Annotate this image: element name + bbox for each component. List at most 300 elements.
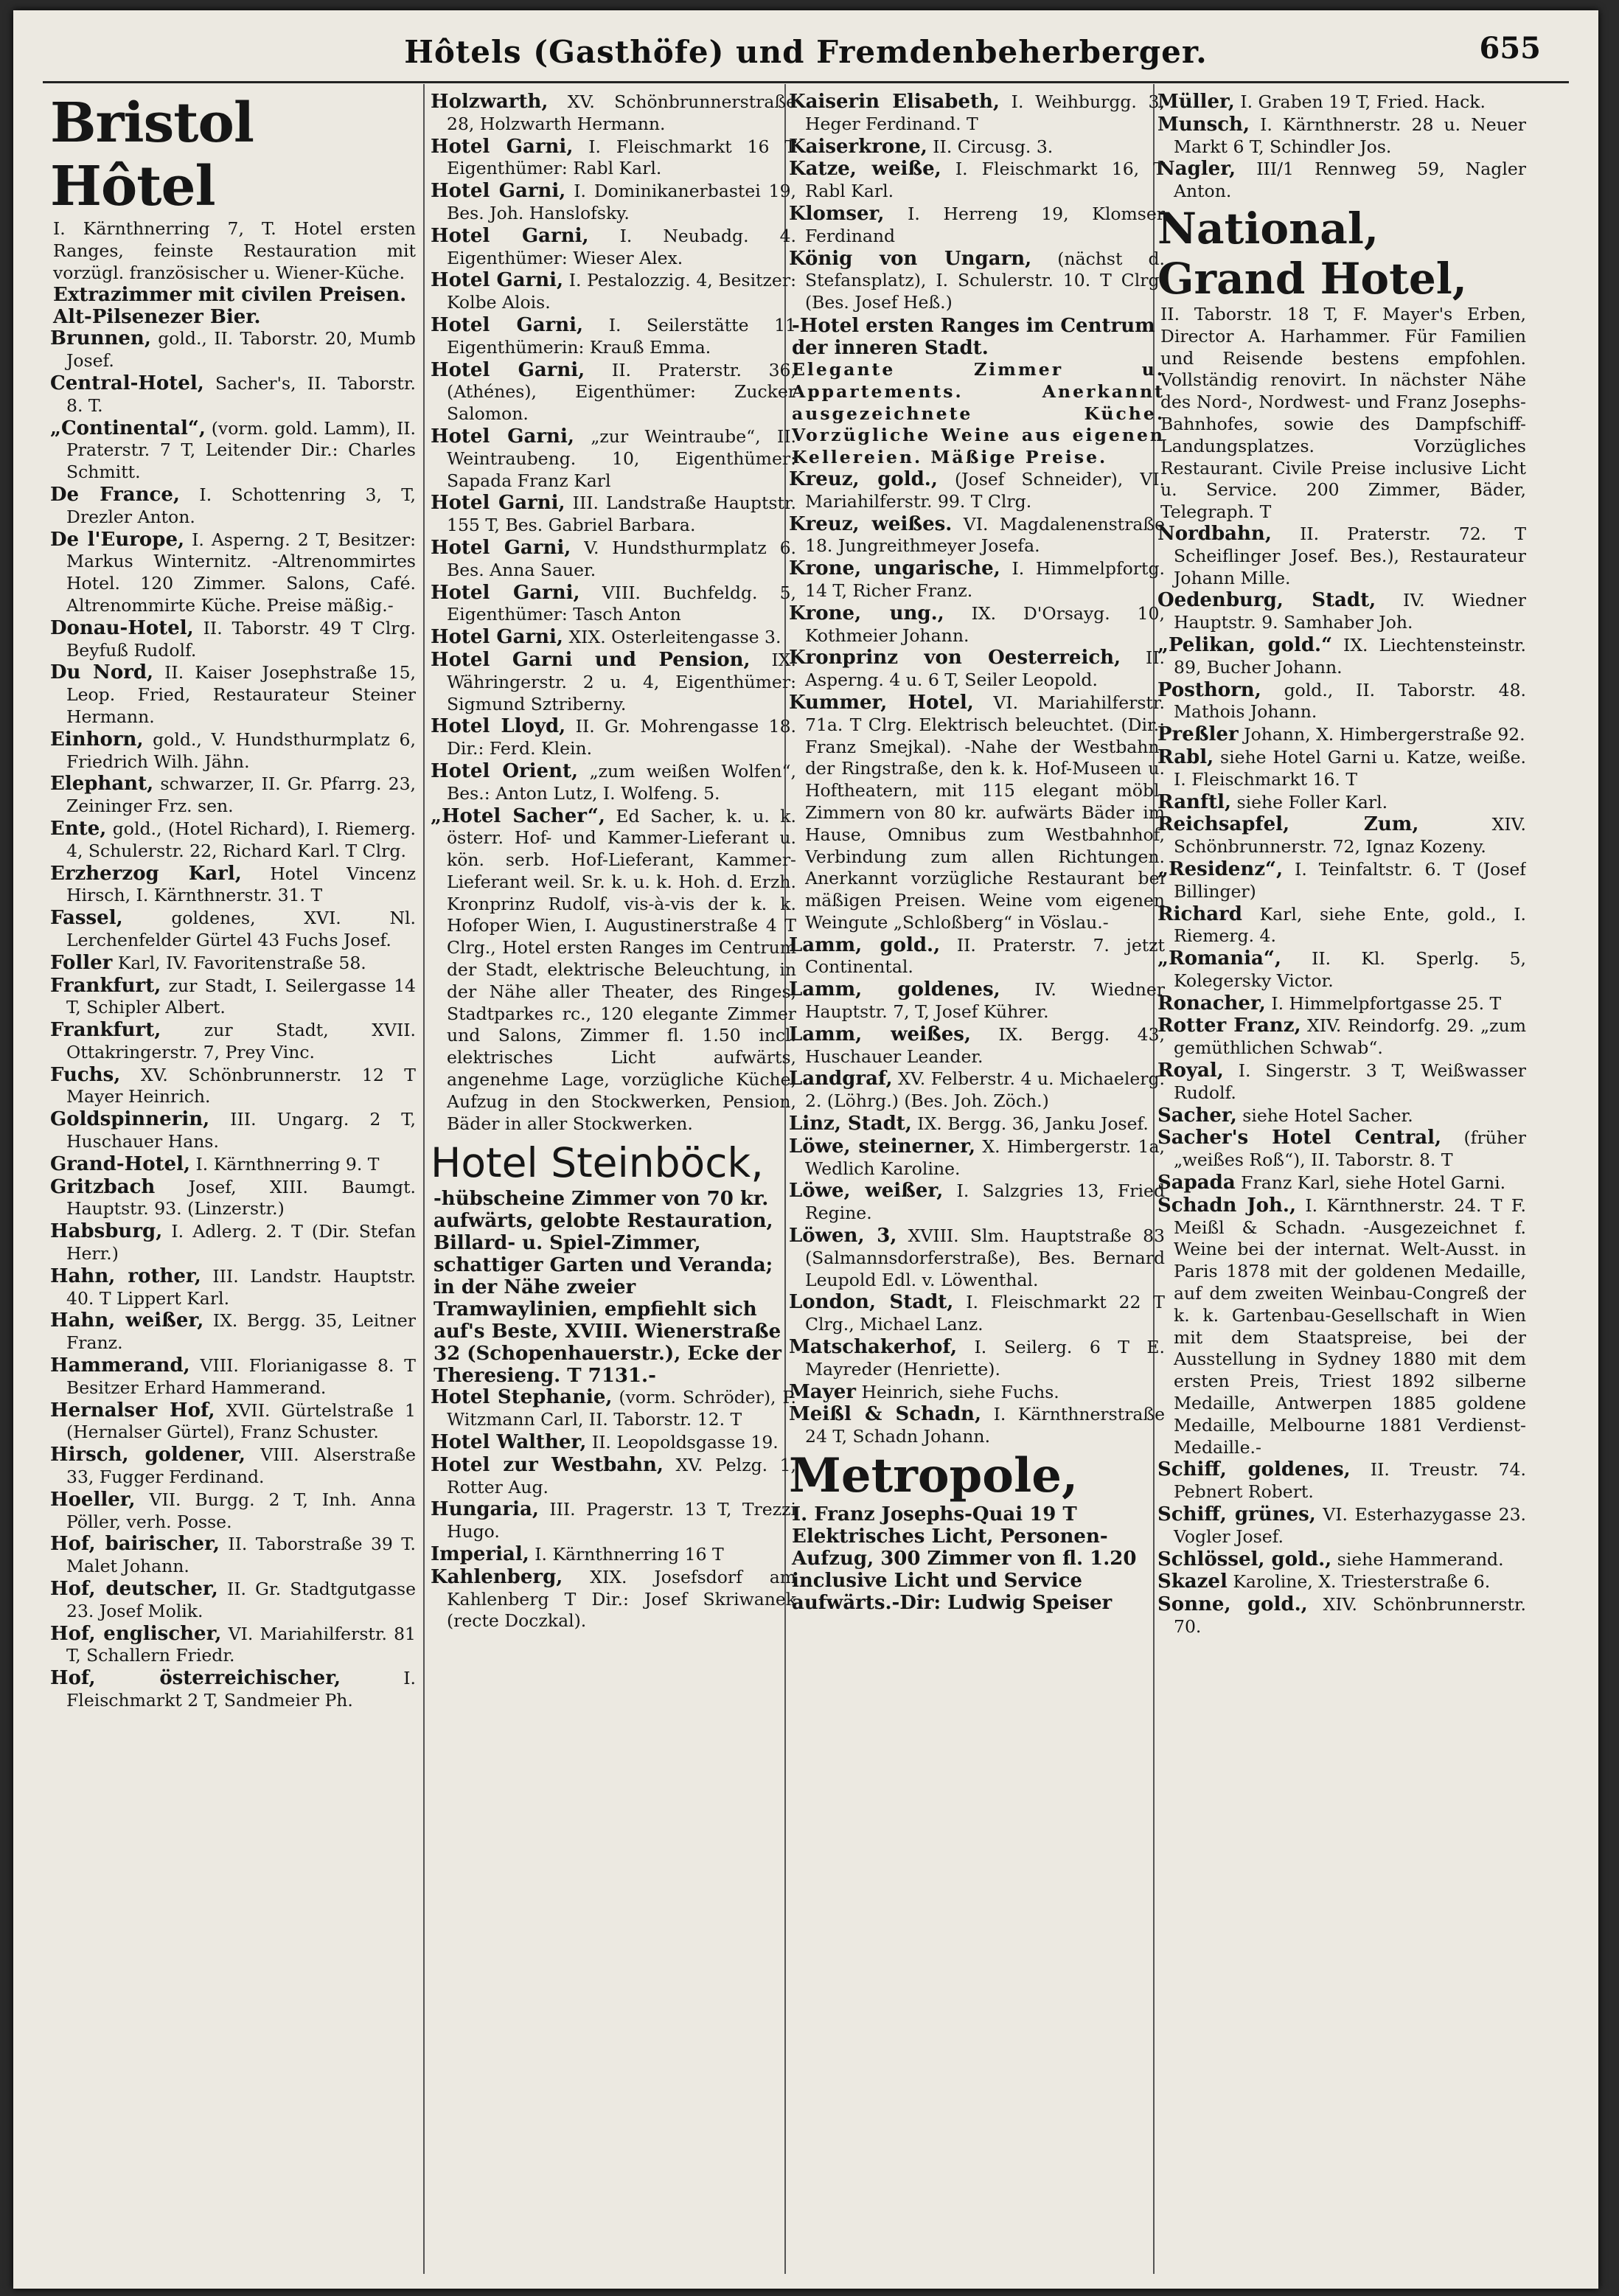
entry-text: I. Kärnthnerstraße 24 T, Schadn Johann.	[805, 1404, 1165, 1447]
directory-entry	[1157, 1105, 1526, 1127]
page-title: Hôtels (Gasthöfe) und Fremdenbeherberger.	[404, 34, 1208, 70]
directory-entry	[789, 514, 1165, 558]
entry-name: Rotter Franz,	[1157, 1015, 1301, 1037]
directory-entry	[1157, 948, 1526, 992]
entry-name: Hotel zur Westbahn,	[431, 1453, 664, 1476]
entry-name: Kaiserin Elisabeth,	[789, 91, 1000, 113]
directory-entry	[50, 1355, 416, 1399]
entry-text: IX. Liechtensteinstr. 89, Bucher Johann.	[1174, 634, 1526, 678]
directory-entry	[789, 692, 1165, 934]
directory-entry	[431, 136, 796, 181]
entry-text: I. Weihburgg. 3, Heger Ferdinand. T	[805, 91, 1165, 134]
entry-name: Ente,	[50, 817, 107, 840]
entry-text: XV. Pelzg. 1, Rotter Aug.	[447, 1454, 796, 1497]
directory-entry	[1157, 590, 1526, 634]
entry-text: I. Kärnthnerring 16 T	[535, 1544, 724, 1565]
entry-text: siehe Hammerand.	[1337, 1548, 1504, 1570]
directory-entry	[789, 1180, 1165, 1225]
directory-entry	[1157, 1594, 1526, 1638]
header-rule	[43, 81, 1569, 83]
directory-entry	[1157, 747, 1526, 791]
entry-text: II. Gr. Mohrengasse 18. Dir.: Ferd. Klein.	[447, 716, 796, 759]
entry-name: Löwen, 3,	[789, 1225, 897, 1248]
entry-text: VI. Esterhazygasse 23. Vogler Josef.	[1174, 1504, 1526, 1547]
entry-name: Hotel Walther,	[431, 1431, 587, 1454]
entry-name: Linz, Stadt,	[789, 1113, 912, 1135]
entry-text: III. Ungarg. 2 T, Huschauer Hans.	[66, 1109, 416, 1152]
entry-name: Ronacher,	[1157, 992, 1266, 1015]
bristol-hotel-text: I. Kärnthnerring 7, T. Hotel ersten Ranges, feinste Restauration mit vorzügl. französischer u. Wiener-Küche.	[53, 218, 416, 283]
directory-entry	[1157, 1504, 1526, 1548]
entry-name: Hotel Garni,	[431, 269, 564, 292]
directory-entry	[50, 1444, 416, 1489]
entry-text: I. Kärnthnerstr. 24. T F. Meißl & Schadn. -Ausgezeichnet f. Weine bei der internat. Welt-Ausst. in Paris 1878 mit der goldenen Medaille, auf dem zweiten Weinbau-Congreß der k. k. Gartenbau-Gesellschaft in Wien mit dem Staatspreise, bei der Ausstellung in Sydney 1880 mit dem ersten Preis, Triest 1892 silberne Medaille, Antwerpen 1885 goldene Medaille, Melbourne 1881 Verdienst-Medaille.-	[1174, 1194, 1526, 1458]
directory-entry	[431, 315, 796, 359]
directory-entry	[1157, 1459, 1526, 1503]
directory-entry	[431, 761, 796, 805]
directory-entry	[50, 863, 416, 908]
directory-entry	[789, 136, 1165, 159]
directory-entry	[789, 159, 1165, 203]
entry-name: Reichsapfel, Zum,	[1157, 813, 1419, 836]
directory-entry	[431, 181, 796, 225]
entry-text: „zur Weintraube“, II. Weintraubeng. 10, Eigenthümer: Sapada Franz Karl	[447, 425, 796, 491]
entry-name: Frankfurt,	[50, 974, 161, 997]
entry-text: VI. Mariahilferstr. 71a. T Clrg. Elektrisch beleuchtet. (Dir.: Franz Smejkal). -Nahe der Westbahn, der Ringstraße, den k. k. Hof-Museen u. Hoftheatern, mit 115 elegant möbl. Zimmern von 80 kr. aufwärts Bäder im Hause, Omnibus zum Westbahnhof, Verbindung zum allen Richtungen. Anerkannt vorzügliche Restaurant bei mäßigen Preisen. Weine vom eigenen Weingute „Schloßberg“ in Vöslau.-	[805, 692, 1165, 933]
entry-name: Krone, ungarische,	[789, 557, 1000, 580]
entry-text: VIII. Florianigasse 8. T Besitzer Erhard Hammerand.	[66, 1355, 416, 1398]
directory-entry	[1157, 904, 1526, 948]
entry-text: (früher „weißes Roß“), II. Taborstr. 8. T	[1174, 1127, 1526, 1171]
entry-name: „Continental“,	[50, 417, 206, 439]
entry-text: gold., II. Taborstr. 48. Mathois Johann.	[1174, 679, 1526, 723]
entry-name: Imperial,	[431, 1543, 529, 1566]
directory-entry	[50, 908, 416, 952]
entry-text: I. Adlerg. 2. T (Dir. Stefan Herr.)	[66, 1221, 416, 1264]
entry-name: „Pelikan, gold.“	[1157, 633, 1333, 656]
entry-name: Foller	[50, 951, 113, 974]
directory-entry	[1157, 1549, 1526, 1571]
entry-name: De France,	[50, 483, 180, 506]
entry-name: Hahn, weißer,	[50, 1309, 204, 1332]
directory-entry	[50, 1624, 416, 1668]
directory-entry	[1157, 1571, 1526, 1593]
directory-entry	[50, 1579, 416, 1623]
entry-name: Skazel	[1157, 1570, 1228, 1593]
entry-text: I. Dominikanerbastei 19, Bes. Joh. Hanslofsky.	[447, 181, 796, 223]
entry-name: Hotel Stephanie,	[431, 1386, 613, 1409]
directory-entry	[431, 91, 796, 136]
entry-text: VIII. Buchfeldg. 5, Eigenthümer: Tasch Anton	[447, 582, 796, 625]
entry-name: Hotel Garni,	[431, 224, 589, 247]
directory-entry	[50, 975, 416, 1020]
entry-name: Gritzbach	[50, 1175, 156, 1198]
directory-entry	[50, 1310, 416, 1354]
entry-text: zur Stadt, I. Seilergasse 14 T, Schipler Albert.	[66, 975, 416, 1018]
entry-text: siehe Hotel Garni u. Katze, weiße. I. Fleischmarkt 16. T	[1174, 746, 1526, 790]
directory-entry	[1157, 680, 1526, 724]
directory-entry	[50, 529, 416, 617]
directory-entry	[431, 1544, 796, 1566]
entry-name: Meißl & Schadn,	[789, 1403, 982, 1426]
entry-text: siehe Foller Karl.	[1236, 791, 1388, 813]
directory-entry	[1157, 1060, 1526, 1104]
directory-entry	[431, 360, 796, 425]
directory-entry	[789, 558, 1165, 602]
directory-entry	[50, 1177, 416, 1221]
directory-entry	[1157, 523, 1526, 589]
entry-text: I. Pestalozzig. 4, Besitzer: Kolbe Alois.	[447, 270, 796, 313]
entry-name: Sapada	[1157, 1172, 1236, 1194]
entry-text: I. Fleischmarkt 16 T Eigenthümer: Rabl Karl.	[447, 136, 796, 179]
entry-text: Karl, siehe Ente, gold., I. Riemerg. 4.	[1174, 903, 1526, 947]
entry-name: Goldspinnerin,	[50, 1108, 210, 1131]
entry-name: Munsch,	[1157, 113, 1250, 136]
entry-text: IX. Bergg. 36, Janku Josef.	[917, 1113, 1149, 1135]
entry-name: Hahn, rother,	[50, 1264, 201, 1287]
directory-entry	[50, 729, 416, 773]
directory-entry	[50, 1489, 416, 1534]
entry-name: Richard	[1157, 902, 1242, 925]
directory-entry	[1157, 1172, 1526, 1194]
entry-text: II. Circusg. 3.	[933, 136, 1054, 157]
directory-entry	[50, 773, 416, 818]
entry-name: Schadn Joh.,	[1157, 1194, 1296, 1217]
entry-name: Hernalser Hof,	[50, 1399, 215, 1422]
entry-text: IV. Wiedner Hauptstr. 9. Samhaber Joh.	[1174, 590, 1526, 633]
entry-name: Hof, bairischer,	[50, 1533, 220, 1556]
entry-text: Johann, X. Himbergerstraße 92.	[1244, 724, 1525, 745]
directory-entry	[1157, 1195, 1526, 1459]
entry-text: Sacher's, II. Taborstr. 8. T.	[66, 372, 416, 416]
directory-entry	[50, 618, 416, 662]
directory-entry	[789, 469, 1165, 513]
entry-name: Hotel Garni,	[431, 581, 580, 604]
entry-name: Hotel Garni und Pension,	[431, 648, 751, 671]
entry-name: Kreuz, weißes.	[789, 512, 953, 535]
entry-text: II. Praterstr. 36, (Athénes), Eigenthümer: Zucker Salomon.	[447, 359, 796, 425]
entry-name: Oedenburg, Stadt,	[1157, 589, 1376, 612]
entry-name: Kaiserkrone,	[789, 135, 927, 158]
entry-text: I. Himmelpfortg. 14 T, Richer Franz.	[805, 558, 1165, 601]
entry-name: Fuchs,	[50, 1063, 121, 1086]
entry-name: Matschakerhof,	[789, 1336, 958, 1359]
directory-entry	[50, 1668, 416, 1712]
entry-name: Hotel Garni,	[431, 313, 584, 336]
entry-name: Kummer, Hotel,	[789, 691, 974, 714]
directory-entry	[431, 1499, 796, 1543]
entry-name: Sonne, gold.,	[1157, 1593, 1308, 1616]
entry-name: Grand-Hotel,	[50, 1152, 191, 1175]
entry-text: I. Neubadg. 4. Eigenthümer: Wieser Alex.	[447, 225, 796, 268]
directory-entry	[789, 91, 1165, 136]
steinbock-text: -hübscheine Zimmer von 70 kr. aufwärts, gelobte Restauration, Billard- u. Spiel-Zimmer, schattiger Garten und Veranda; in der Nähe zweier Tramwaylinien, empfiehlt sich auf's Beste, XVIII. Wienerstraße 32 (Schopenhauerstr.), Ecke der Theresieng. T 7131.-	[434, 1188, 781, 1388]
entry-text: II. Praterstr. 7. jetzt Continental.	[805, 934, 1165, 978]
entry-name: Löwe, weißer,	[789, 1180, 944, 1203]
bristol-hotel-title: Bristol Hôtel	[50, 91, 254, 218]
entry-name: Hof, österreichischer,	[50, 1667, 341, 1690]
directory-entry	[50, 1109, 416, 1153]
entry-name: Posthorn,	[1157, 678, 1261, 701]
entry-name: Kahlenberg,	[431, 1565, 563, 1588]
metropole-title: Metropole,	[789, 1448, 1079, 1504]
entry-text: Franz Karl, siehe Hotel Garni.	[1241, 1172, 1506, 1194]
entry-text: VIII. Alserstraße 33, Fugger Ferdinand.	[66, 1444, 416, 1488]
entry-name: London, Stadt,	[789, 1291, 954, 1314]
entry-name: Klomser,	[789, 202, 885, 225]
entry-text: III. Pragerstr. 13 T, Trezzi Hugo.	[447, 1499, 796, 1542]
entry-text: „zum weißen Wolfen“, Bes.: Anton Lutz, I. Wolfeng. 5.	[447, 760, 796, 804]
entry-name: Schiff, grünes,	[1157, 1503, 1316, 1526]
directory-entry	[431, 627, 796, 649]
entry-text: I. Fleischmarkt 2 T, Sandmeier Ph.	[66, 1668, 416, 1711]
entry-text: II. Leopoldsgasse 19.	[591, 1432, 779, 1453]
entry-text: II. Treustr. 74. Pebnert Robert.	[1174, 1459, 1526, 1503]
entry-text: XIV. Schönbrunnerstr. 72, Ignaz Kozeny.	[1174, 814, 1526, 857]
directory-entry	[1157, 724, 1526, 746]
directory-entry	[789, 1113, 1165, 1135]
entry-name: „Hotel Sacher“,	[431, 804, 605, 827]
directory-entry	[1157, 859, 1526, 903]
directory-entry	[789, 1292, 1165, 1336]
entry-name: Holzwarth,	[431, 91, 549, 113]
directory-entry	[431, 426, 796, 492]
entry-text: II. Taborstr. 49 T Clrg. Beyfuß Rudolf.	[66, 617, 416, 661]
directory-entry	[50, 818, 416, 863]
entry-text: XIV. Reindorfg. 29. „zum gemüthlichen Schwab“.	[1174, 1015, 1526, 1059]
entry-name: Hotel Garni,	[431, 536, 571, 559]
entry-name: Mayer	[789, 1380, 856, 1403]
entry-name: Fassel,	[50, 907, 123, 930]
directory-entry	[789, 1382, 1165, 1404]
directory-entry	[431, 1432, 796, 1454]
entry-name: Hotel Garni,	[431, 626, 563, 649]
entry-text: gold., (Hotel Richard), I. Riemerg. 4, Schulerstr. 22, Richard Karl. T Clrg.	[66, 818, 416, 861]
directory-entry	[789, 979, 1165, 1023]
directory-entry	[50, 1020, 416, 1064]
entry-text: IX. D'Orsayg. 10, Kothmeier Johann.	[805, 602, 1165, 646]
entry-name: Hotel Garni,	[431, 492, 565, 515]
directory-entry	[431, 493, 796, 537]
directory-entry	[431, 270, 796, 314]
entry-list	[789, 91, 1165, 314]
entry-name: Kronprinz von Oesterreich,	[789, 647, 1121, 669]
directory-entry	[50, 484, 416, 529]
entry-text: II. Kl. Sperlg. 5, Kolegersky Victor.	[1174, 948, 1526, 991]
entry-name: Hoeller,	[50, 1488, 136, 1511]
entry-text: IX. Bergg. 43, Huschauer Leander.	[805, 1023, 1165, 1067]
national-text: II. Taborstr. 18 T, F. Mayer's Erben, Director A. Harhammer. Für Familien und Reisende bestens empfohlen. Vollständig renovirt. In nächster Nähe des Nord-, Nordwest- und Franz Josephs-Bahnhofes, sowie des Dampfschiff-Landungsplatzes. Vorzügliches Restaurant. Civile Preise inclusive Licht u. Service. 200 Zimmer, Bäder, Telegraph. T	[1160, 303, 1526, 523]
directory-entry	[50, 418, 416, 484]
column-divider	[423, 84, 425, 2274]
directory-entry	[50, 1400, 416, 1444]
entry-list	[1157, 523, 1526, 1638]
directory-entry	[50, 953, 416, 975]
entry-name: Hotel Lloyd,	[431, 715, 566, 738]
page-number: 655	[1479, 31, 1541, 66]
entry-text: gold., V. Hundsthurmplatz 6, Friedrich Wilh. Jähn.	[66, 728, 416, 772]
entry-text: siehe Hotel Sacher.	[1242, 1104, 1413, 1126]
entry-text: II. Taborstraße 39 T. Malet Johann.	[66, 1534, 416, 1577]
directory-entry	[431, 716, 796, 760]
entry-name: „Romania“,	[1157, 947, 1281, 970]
directory-entry	[50, 1154, 416, 1176]
entry-text: III/1 Rennweg 59, Nagler Anton.	[1174, 159, 1526, 202]
entry-name: Nagler,	[1157, 158, 1236, 181]
entry-name: Hotel Garni,	[431, 425, 574, 448]
entry-name: Elephant,	[50, 773, 154, 796]
entry-text: VII. Burgg. 2 T, Inh. Anna Pöller, verh. Posse.	[66, 1489, 416, 1532]
entry-name: Du Nord,	[50, 661, 154, 684]
entry-text: I. Asperng. 2 T, Besitzer: Markus Winternitz. -Altrenommirtes Hotel. 120 Zimmer. Salons, Café. Altrenommirte Küche. Preise mäßig.-	[66, 529, 416, 616]
entry-text: I. Seilerstätte 11 Eigenthümerin: Krauß Emma.	[447, 314, 796, 358]
entry-list	[431, 91, 796, 1135]
entry-text: I. Singerstr. 3 T, Weißwasser Rudolf.	[1174, 1060, 1526, 1103]
bristol-hotel-extra: Extrazimmer mit civilen Preisen.	[53, 284, 407, 307]
entry-text: schwarzer, II. Gr. Pfarrg. 23, Zeininger Frz. sen.	[66, 773, 416, 817]
entry-name: Royal,	[1157, 1060, 1224, 1082]
directory-entry	[431, 1567, 796, 1632]
column-4	[1157, 91, 1526, 2274]
koenig-ad-heading: -Hotel ersten Ranges im Centrum der inneren Stadt.	[792, 314, 1155, 359]
entry-text: Karl, IV. Favoritenstraße 58.	[117, 952, 366, 973]
entry-text: I. Graben 19 T, Fried. Hack.	[1240, 91, 1486, 112]
entry-name: Lamm, gold.,	[789, 933, 941, 956]
entry-text: IV. Wiedner Hauptstr. 7, T, Josef Kührer.	[805, 979, 1165, 1023]
entry-text: goldenes, XVI. Nl. Lerchenfelder Gürtel 43 Fuchs Josef.	[66, 908, 416, 950]
directory-entry	[1157, 91, 1526, 114]
entry-name: Nordbahn,	[1157, 522, 1272, 545]
entry-list	[50, 328, 416, 1711]
entry-name: Einhorn,	[50, 728, 144, 751]
entry-name: Habsburg,	[50, 1220, 163, 1243]
entry-list	[1157, 91, 1526, 203]
entry-name: Landgraf,	[789, 1068, 893, 1090]
entry-text: (Josef Schneider), VI. Mariahilferstr. 99. T Clrg.	[805, 468, 1165, 512]
entry-name: Frankfurt,	[50, 1019, 161, 1042]
entry-name: Donau-Hotel,	[50, 616, 194, 639]
directory-entry	[789, 935, 1165, 979]
directory-entry	[50, 1534, 416, 1578]
entry-text: VI. Magdalenenstraße 18. Jungreithmeyer Josefa.	[805, 513, 1165, 557]
metropole-text: I. Franz Josephs-Quai 19 T Elektrisches Licht, Personen-Aufzug, 300 Zimmer von fl. 1.20 inclusive Licht und Service aufwärts.-Dir: Ludwig Speiser	[792, 1503, 1137, 1615]
entry-text: I. Himmelpfortgasse 25. T	[1271, 992, 1502, 1014]
directory-entry	[431, 806, 796, 1135]
entry-name: Hirsch, goldener,	[50, 1444, 246, 1467]
directory-entry	[431, 1387, 796, 1431]
entry-text: V. Hundsthurmplatz 6. Bes. Anna Sauer.	[447, 537, 796, 580]
entry-text: XV. Felberstr. 4 u. Michaelerg. 2. (Löhrg.) (Bes. Joh. Zöch.)	[805, 1068, 1165, 1112]
entry-text: I. Schottenring 3, T, Drezler Anton.	[66, 484, 416, 527]
entry-name: Hotel Garni,	[431, 180, 566, 203]
entry-text: XIX. Josefsdorf am Kahlenberg T Dir.: Josef Skriwanek (recte Doczkal).	[447, 1566, 796, 1632]
entry-text: I. Kärnthnerring 9. T	[195, 1153, 380, 1175]
entry-text: II. Praterstr. 72. T Scheiflinger Josef. Bes.), Restaurateur Johann Mille.	[1174, 523, 1526, 588]
entry-name: Hammerand,	[50, 1354, 190, 1377]
entry-name: Lamm, goldenes,	[789, 978, 1000, 1001]
entry-text: Ed Sacher, k. u. k. österr. Hof- und Kammer-Lieferant u. kön. serb. Hof-Lieferant, Kammer-Lieferant weil. Sr. k. u. k. Hoh. d. Erzh. Kronprinz Rudolf, vis-à-vis der k. k. Hofoper Wien, I. Augustinerstraße 4 T Clrg., Hotel ersten Ranges im Centrum der Stadt, elektrische Beleuchtung, in der Nähe aller Theater, des Ringes, Stadtparkes rc., 120 elegante Zimmer und Salons, Zimmer fl. 1.50 incl. elektrisches Licht aufwärts, angenehme Lage, vorzügliche Küche, Aufzug in den Stockwerken, Pension, Bäder in aller Stockwerken.	[447, 805, 796, 1134]
entry-text: VI. Mariahilferstr. 81 T, Schallern Friedr.	[66, 1623, 416, 1666]
column-2	[431, 91, 796, 2274]
directory-page	[13, 10, 1598, 2289]
entry-text: (vorm. Schröder), P. Witzmann Carl, II. Taborstr. 12. T	[447, 1387, 796, 1430]
directory-entry	[789, 603, 1165, 647]
directory-entry	[789, 1136, 1165, 1180]
directory-entry	[1157, 814, 1526, 858]
entry-name: De l'Europe,	[50, 528, 185, 551]
entry-text: XVII. Gürtelstraße 1 (Hernalser Gürtel), Franz Schuster.	[66, 1399, 416, 1443]
entry-text: I. Herreng 19, Klomser Ferdinand	[805, 203, 1165, 246]
directory-entry	[50, 662, 416, 728]
entry-text: I. Teinfaltstr. 6. T (Josef Billinger)	[1174, 858, 1526, 902]
koenig-ad-text: Elegante Zimmer u. Appartements. Anerkannt ausgezeichnete Küche. Vorzügliche Weine aus eigenen Kellereien. Mäßige Preise.	[792, 358, 1165, 468]
directory-entry	[1157, 1015, 1526, 1060]
entry-name: König von Ungarn,	[789, 247, 1032, 270]
directory-entry	[789, 1024, 1165, 1068]
directory-entry	[431, 538, 796, 582]
directory-entry	[431, 582, 796, 627]
steinbock-title: Hotel Steinböck,	[431, 1139, 764, 1187]
entry-name: Preßler	[1157, 723, 1239, 746]
directory-entry	[431, 1455, 796, 1499]
entry-name: Erzherzog Karl,	[50, 862, 242, 885]
entry-text: I. Kärnthnerstr. 28 u. Neuer Markt 6 T, Schindler Jos.	[1174, 114, 1526, 157]
entry-text: XV. Schönbrunnerstraße 28, Holzwarth Hermann.	[447, 91, 796, 134]
entry-name: Kreuz, gold.,	[789, 467, 938, 490]
entry-text: X. Himbergerstr. 1a, Wedlich Karoline.	[805, 1135, 1165, 1179]
entry-text: zur Stadt, XVII. Ottakringerstr. 7, Prey Vinc.	[66, 1020, 416, 1062]
directory-entry	[789, 1404, 1165, 1448]
entry-text: XIV. Schönbrunnerstr. 70.	[1174, 1594, 1526, 1637]
entry-list	[431, 1387, 796, 1632]
directory-entry	[50, 1266, 416, 1310]
directory-entry	[789, 1225, 1165, 1291]
entry-name: Hof, deutscher,	[50, 1578, 218, 1601]
entry-name: Löwe, steinerner,	[789, 1135, 976, 1158]
entry-text: I. Salzgries 13, Fried Regine.	[805, 1180, 1165, 1224]
entry-name: Schlössel, gold.,	[1157, 1548, 1332, 1570]
entry-text: Josef, XIII. Baumgt. Hauptstr. 93. (Linzerstr.)	[66, 1176, 416, 1220]
entry-text: (vorm. gold. Lamm), II. Praterstr. 7 T, Leitender Dir.: Charles Schmitt.	[66, 417, 416, 483]
directory-entry	[431, 226, 796, 270]
entry-name: „Residenz“,	[1157, 857, 1284, 880]
directory-entry	[1157, 993, 1526, 1015]
entry-name: Hungaria,	[431, 1498, 539, 1521]
entry-text: XV. Schönbrunnerstr. 12 T Mayer Heinrich.	[66, 1064, 416, 1107]
entry-text: II. Gr. Stadtgutgasse 23. Josef Molik.	[66, 1579, 416, 1621]
entry-name: Katze, weiße,	[789, 158, 941, 181]
directory-entry	[1157, 159, 1526, 203]
entry-text: II. Asperng. 4 u. 6 T, Seiler Leopold.	[805, 647, 1165, 691]
entry-text: I. Seilerg. 6 T E. Mayreder (Henriette).	[805, 1337, 1165, 1380]
directory-entry	[50, 328, 416, 372]
entry-text: IX. Bergg. 35, Leitner Franz.	[66, 1310, 416, 1354]
directory-entry	[789, 203, 1165, 248]
page-header	[13, 27, 1598, 86]
directory-entry	[431, 650, 796, 715]
directory-entry	[789, 1068, 1165, 1113]
entry-text: III. Landstraße Hauptstr. 155 T, Bes. Gabriel Barbara.	[447, 493, 796, 536]
entry-text: I. Fleischmarkt 22 T Clrg., Michael Lanz.	[805, 1292, 1165, 1335]
entry-text: Karoline, X. Triesterstraße 6.	[1233, 1571, 1491, 1593]
entry-name: Lamm, weißes,	[789, 1023, 971, 1046]
entry-text: XIX. Osterleitengasse 3.	[568, 627, 781, 648]
directory-entry	[789, 647, 1165, 692]
entry-text: II. Kaiser Josephstraße 15, Leop. Fried, Restaurateur Steiner Hermann.	[66, 662, 416, 727]
bristol-hotel-beer: Alt-Pilsenezer Bier.	[53, 306, 261, 329]
directory-entry	[1157, 1127, 1526, 1172]
entry-text: (nächst d. Stefansplatz), I. Schulerstr. 10. T Clrg. (Bes. Josef Heß.)	[805, 248, 1165, 313]
